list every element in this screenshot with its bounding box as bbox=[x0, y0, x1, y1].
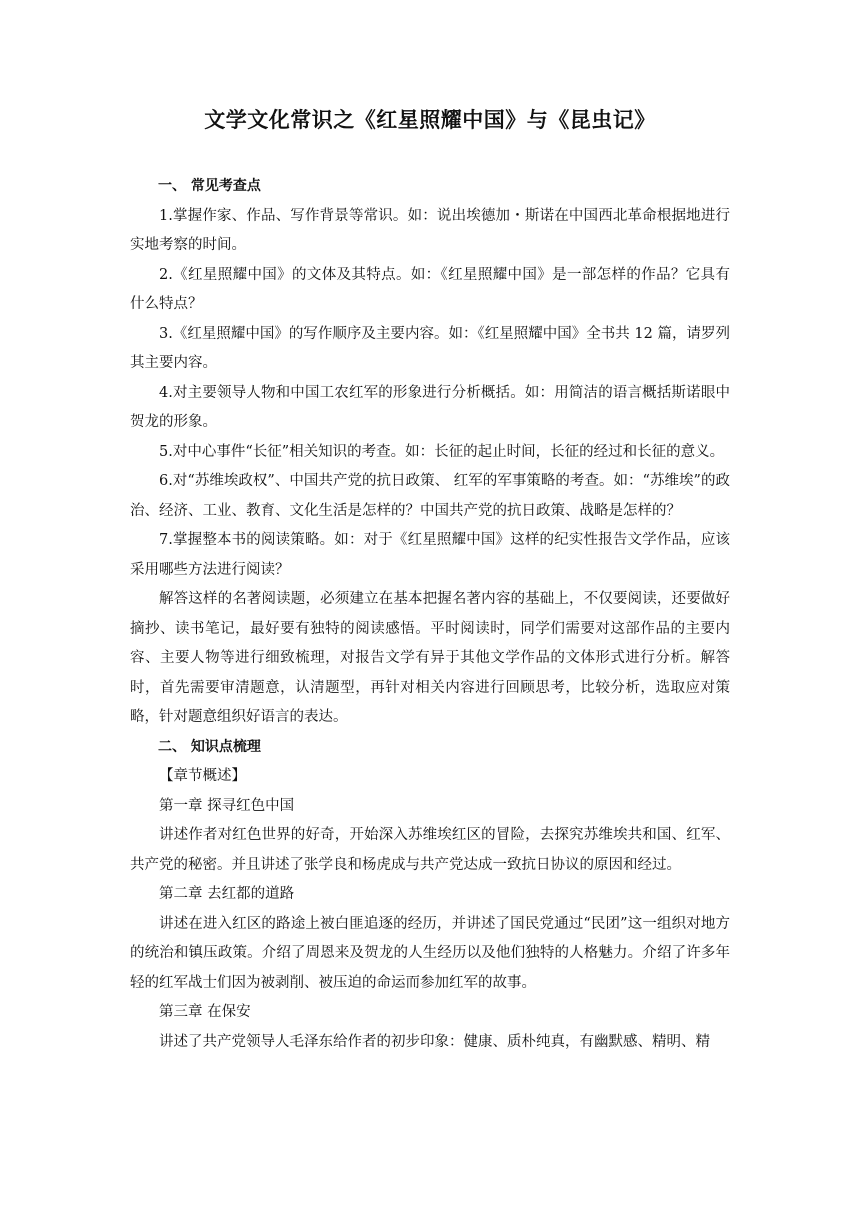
exam-point-3: 3.《红星照耀中国》的写作顺序及主要内容。如：《红星照耀中国》全书共 12 篇，请罗列其主要内容。 bbox=[130, 325, 730, 371]
exam-point-7: 7.掌握整本书的阅读策略。如：对于《红星照耀中国》这样的纪实性报告文学作品，应该采用哪些方法进行阅读？ bbox=[130, 532, 730, 578]
exam-point-6: 6.对“苏维埃政权”、中国共产党的抗日政策、 红军的军事策略的考查。如：“苏维埃”的政治、经济、工业、教育、文化生活是怎样的？中国共产党的抗日政策、战略是怎样的？ bbox=[130, 473, 730, 519]
section-heading-1: 一、 常见考查点 bbox=[158, 178, 261, 194]
document-body bbox=[130, 172, 730, 1057]
answer-guidance-paragraph: 解答这样的名著阅读题，必须建立在基本把握名著内容的基础上，不仅要阅读，还要做好摘抄、读书笔记，最好要有独特的阅读感悟。平时阅读时，同学们需要对这部作品的主要内容、主要人物等进行细致梳理，对报告文学有异于其他文学作品的文体形式进行分析。解答时，首先需要审清题意，认清题型，再针对相关内容进行回顾思考，比较分析，选取应对策略，针对题意组织好语言的表达。 bbox=[130, 591, 730, 725]
chapter-title-2: 第二章 去红都的道路 bbox=[159, 886, 295, 902]
chapter-title-3: 第三章 在保安 bbox=[159, 1004, 251, 1020]
chapter-summary-3: 讲述了共产党领导人毛泽东给作者的初步印象：健康、质朴纯真，有幽默感、精明、精 bbox=[159, 1033, 710, 1050]
exam-point-5: 5.对中心事件“长征”相关知识的考查。如：长征的起止时间，长征的经过和长征的意义。 bbox=[159, 443, 725, 460]
exam-point-4: 4.对主要领导人物和中国工农红军的形象进行分析概括。如：用简洁的语言概括斯诺眼中贺龙的形象。 bbox=[130, 384, 730, 430]
page-title: 文学文化常识之《红星照耀中国》与《昆虫记》 bbox=[204, 107, 656, 132]
chapter-summary-1: 讲述作者对红色世界的好奇，开始深入苏维埃红区的冒险，去探究苏维埃共和国、红军、共产党的秘密。并且讲述了张学良和杨虎成与共产党达成一致抗日协议的原因和经过。 bbox=[130, 827, 730, 873]
chapter-title-1: 第一章 探寻红色中国 bbox=[159, 797, 295, 814]
section-heading-2: 二、 知识点梳理 bbox=[158, 738, 261, 755]
chapter-summary-2: 讲述在进入红区的路途上被白匪追逐的经历，并讲述了国民党通过“民团”这一组织对地方的统治和镇压政策。介绍了周恩来及贺龙的人生经历以及他们独特的人格魅力。介绍了许多年轻的红军战士们因为被剥削、被压迫的命运而参加红军的故事。 bbox=[130, 915, 730, 991]
exam-point-2: 2.《红星照耀中国》的文体及其特点。如：《红星照耀中国》是一部怎样的作品？它具有什么特点？ bbox=[130, 266, 730, 312]
exam-point-1: 1.掌握作家、作品、写作背景等常识。如：说出埃德加・斯诺在中国西北革命根据地进行实地考察的时间。 bbox=[130, 207, 730, 253]
chapter-overview-label: 【章节概述】 bbox=[159, 768, 246, 784]
